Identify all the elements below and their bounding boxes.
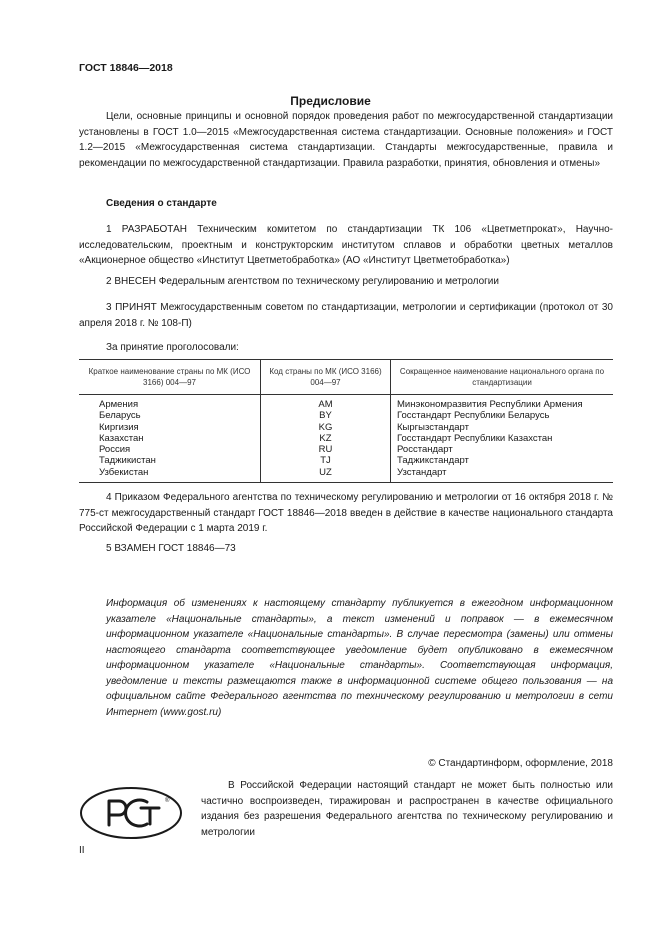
cell-body: Госстандарт Республики Беларусь [391, 410, 614, 421]
copyright: © Стандартинформ, оформление, 2018 [428, 758, 613, 769]
cell-code: UZ [261, 467, 391, 483]
document-code: ГОСТ 18846—2018 [79, 62, 173, 74]
table-row [79, 422, 613, 433]
cell-body: Госстандарт Республики Казахстан [391, 433, 614, 444]
cell-code: BY [261, 410, 391, 421]
votes-label: За принятие проголосовали: [106, 342, 239, 353]
table-row [79, 444, 613, 455]
info-notice: Информация об изменениях к настоящему стандарту публикуется в ежегодном информационном указателе «Национальные стандарты», а текст изменений и поправок — в ежемесячном информационном указателе «Национальные стандарты». В случае пересмотра (замены) или отмены настоящего стандарта соответствующее уведомление будет опубликовано в ежемесячном информационном указателе «Национальные стандарты». Соответствующая информация, уведомление и тексты размещаются также в информационной системе общего пользования — на официальном сайте Федерального агентства по техническому регулированию и метрологии в сети Интернет (www.gost.ru) [106, 598, 613, 718]
table-row [79, 467, 613, 483]
cell-code: TJ [261, 455, 391, 466]
item-developed: 1 РАЗРАБОТАН Техническим комитетом по стандартизации ТК 106 «Цветметпрокат», Научно-исследовательским, проектным и конструкторским институтом сплавов и обработки цветных металлов «Акционерное общество «Институт Цветметобработка» (АО «Институт Цветметобработка») [79, 224, 613, 266]
cell-body: Таджикстандарт [391, 455, 614, 466]
cell-country: Казахстан [99, 432, 144, 444]
cell-country: Таджикистан [99, 455, 156, 467]
header-code: Код страны по МК (ИСО 3166) 004—97 [261, 360, 391, 395]
cell-country: Киргизия [99, 421, 139, 433]
cell-body: Минэкономразвития Республики Армения [391, 395, 614, 411]
cell-code: RU [261, 444, 391, 455]
item-adopted: 3 ПРИНЯТ Межгосударственным советом по стандартизации, метрологии и сертификации (протокол от 30 апреля 2018 г. № 108-П) [79, 302, 613, 329]
table-row [79, 410, 613, 421]
preface-intro: Цели, основные принципы и основной порядок проведения работ по межгосударственной стандартизации установлены в ГОСТ 1.0—2015 «Межгосударственная система стандартизации. Основные положения» и ГОСТ 1.2—2015 «Межгосударственная система стандартизации. Стандарты межгосударственные, правила и рекомендации по межгосударственной стандартизации. Правила разработки, принятия, обновления и отмены» [79, 111, 613, 169]
cell-body: Узстандарт [391, 467, 614, 483]
item-replaces: 5 ВЗАМЕН ГОСТ 18846—73 [106, 543, 236, 554]
cell-code: AM [261, 395, 391, 411]
item-order: 4 Приказом Федерального агентства по техническому регулированию и метрологии от 16 октября 2018 г. № 775-ст межгосударственный стандарт ГОСТ 18846—2018 введен в действие в качестве национального стандарта Российской Федерации с 1 марта 2019 г. [79, 492, 613, 534]
info-heading: Сведения о стандарте [106, 198, 217, 209]
header-country: Краткое наименование страны по МК (ИСО 3166) 004—97 [79, 360, 261, 395]
item-introduced: 2 ВНЕСЕН Федеральным агентством по техническому регулированию и метрологии [106, 276, 499, 287]
table-row [79, 395, 613, 411]
table-row [79, 433, 613, 444]
rights-notice: В Российской Федерации настоящий стандарт не может быть полностью или частично воспроизведен, тиражирован и распространен в качестве официального издания без разрешения Федерального агентства по техническому регулированию и метрологии [201, 780, 613, 838]
cell-body: Кыргызстандарт [391, 422, 614, 433]
cell-country: Узбекистан [79, 467, 261, 483]
table-header-row [79, 360, 613, 395]
svg-text:®: ® [165, 798, 170, 804]
rst-logo-icon [79, 786, 187, 845]
cell-code: KZ [261, 433, 391, 444]
cell-code: KG [261, 422, 391, 433]
table-row [79, 455, 613, 466]
preface-title: Предисловие [290, 94, 371, 108]
cell-country: Россия [99, 444, 131, 456]
cell-country: Беларусь [99, 410, 141, 422]
cell-body: Росстандарт [391, 444, 614, 455]
cell-country: Армения [99, 399, 139, 410]
page-number: II [79, 845, 85, 856]
header-body: Сокращенное наименование национального органа по стандартизации [391, 360, 614, 395]
vote-table [79, 359, 613, 483]
